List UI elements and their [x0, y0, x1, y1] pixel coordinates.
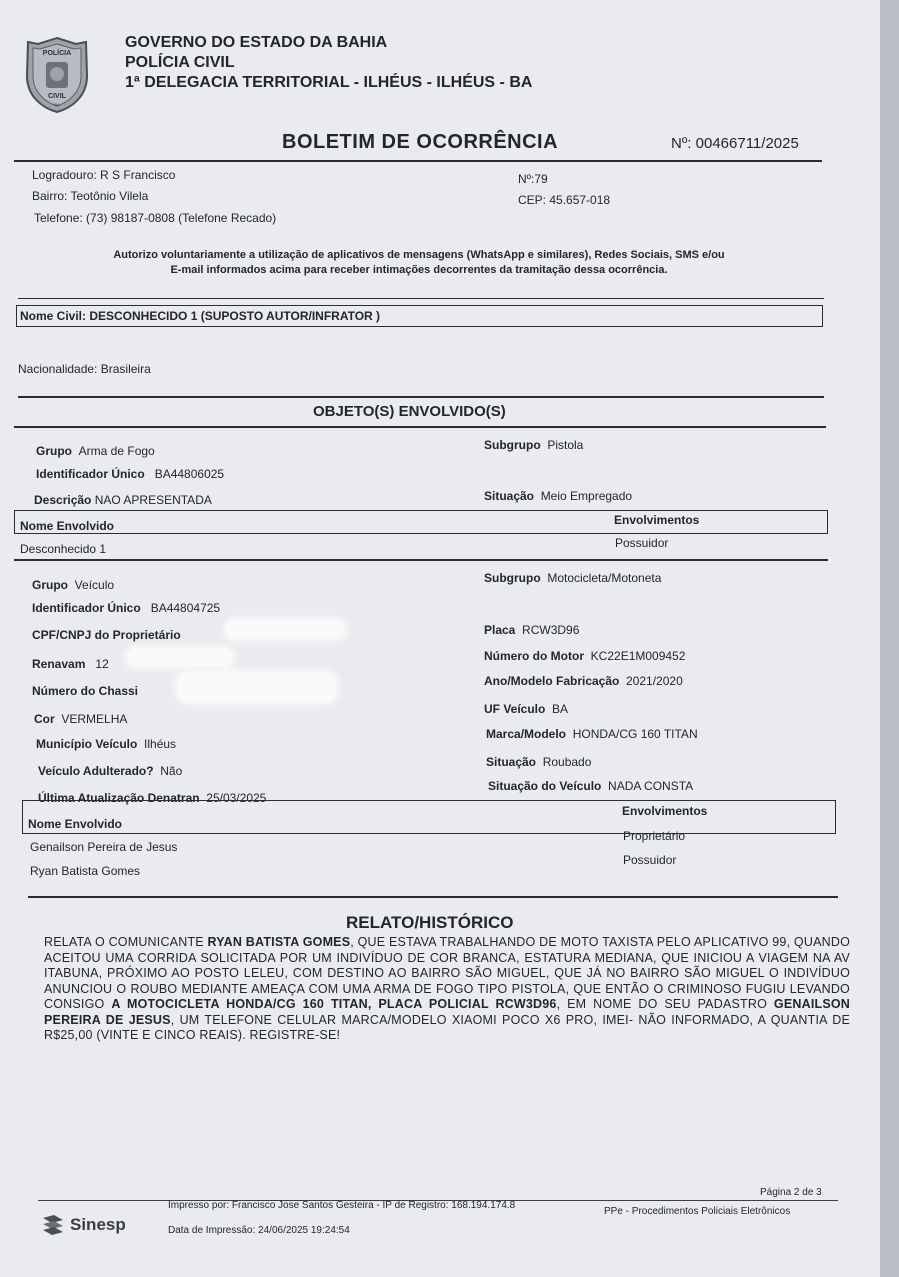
footer-pagina: Página 2 de 3 — [760, 1187, 822, 1198]
authorization-line-2: E-mail informados acima para receber intimações decorrentes da tramitação dessa ocorrência. — [170, 264, 668, 276]
telefone — [34, 211, 276, 225]
redaction — [128, 648, 232, 666]
divider — [28, 896, 838, 898]
obj1-nome: Desconhecido 1 — [20, 542, 107, 556]
numero: Nº:79 — [518, 172, 548, 186]
obj1-descricao: Descrição NAO APRESENTADA — [34, 493, 212, 507]
obj2-subgrupo: Subgrupo Motocicleta/Motoneta — [484, 571, 662, 585]
obj2-envolvimentos-label: Envolvimentos — [622, 804, 708, 818]
obj1-identificador: Identificador Único BA44806025 — [36, 467, 225, 481]
page-title: BOLETIM DE OCORRÊNCIA — [282, 131, 559, 153]
obj2-envolvimento-1: Proprietário — [623, 829, 686, 843]
obj2-motor: Número do Motor KC22E1M009452 — [484, 649, 686, 663]
divider — [18, 396, 824, 398]
divider — [14, 426, 826, 428]
obj1-nome-envolvido-label: Nome Envolvido — [20, 519, 115, 533]
obj2-envolvimento-2: Possuidor — [623, 853, 677, 867]
obj2-nome-envolvido-label: Nome Envolvido — [28, 817, 123, 831]
divider — [18, 298, 824, 299]
relato-title: RELATO/HISTÓRICO — [346, 913, 514, 932]
obj1-grupo: Grupo Arma de Fogo — [36, 444, 155, 458]
obj2-cpf: CPF/CNPJ do Proprietário — [32, 628, 181, 642]
authorization-line-1: Autorizo voluntariamente a utilização de aplicativos de mensagens (WhatsApp e similares), Redes Sociais, SMS e/ou — [113, 249, 725, 261]
background-edge — [880, 0, 899, 1277]
obj2-atualizacao: Última Atualização Denatran 25/03/2025 — [38, 791, 267, 805]
bairro: Bairro: Teotônio Vilela — [32, 189, 149, 203]
telefone-value: (73) 98187-0808 (Telefone Recado) — [86, 211, 277, 225]
obj2-marca: Marca/Modelo HONDA/CG 160 TITAN — [486, 727, 698, 741]
obj2-nome-2: Ryan Batista Gomes — [30, 864, 141, 878]
cep: CEP: 45.657-018 — [518, 193, 611, 207]
sinesp-logo-icon — [40, 1214, 66, 1236]
obj2-placa: Placa RCW3D96 — [484, 623, 580, 637]
obj2-adulterado: Veículo Adulterado? Não — [38, 764, 183, 778]
obj2-grupo: Grupo Veículo — [32, 578, 115, 592]
obj2-cor: Cor VERMELHA — [34, 712, 128, 726]
nacionalidade: Nacionalidade: Brasileira — [18, 362, 151, 376]
svg-text:CIVIL: CIVIL — [48, 93, 66, 100]
divider — [14, 160, 822, 162]
obj2-situacao: Situação Roubado — [486, 755, 592, 769]
obj1-situacao: Situação Meio Empregado — [484, 489, 633, 503]
relato-text: RELATA O COMUNICANTE RYAN BATISTA GOMES, QUE ESTAVA TRABALHANDO DE MOTO TAXISTA PELO APLICATIVO 99, QUANDO ACEITOU UMA CORRIDA SOLICITADA POR UM INDIVÍDUO DE COR BRANCA, ESTATURA MEDIANA, QUE INICIOU A VIAGEM NA AV ITABUNA, PRÓXIMO AO POSTO LELEU, COM DESTINO AO BAIRRO SÃO MIGUEL, QUE JÁ NO BAIRRO SÃO MIGUEL O INDIVÍDUO ANUNCIOU O ROUBO MEDIANTE AMEAÇA COM UMA ARMA DE FOGO TIPO PISTOLA, QUE ENTÃO O CRIMINOSO FUGIU LEVANDO CONSIGO A MOTOCICLETA HONDA/CG 160 TITAN, PLACA POLICIAL RCW3D96, EM NOME DO SEU PADASTRO GENAILSON PEREIRA DE JESUS, UM TELEFONE CELULAR MARCA/MODELO XIAOMI POCO X6 PRO, IMEI- NÃO INFORMADO, A QUANTIA DE R$25,00 (VINTE E CINCO REAIS). REGISTRE-SE! — [44, 935, 851, 1042]
sinesp-logo: Sinesp — [40, 1214, 126, 1236]
obj2-municipio: Município Veículo Ilhéus — [36, 737, 177, 751]
obj2-situacao-veiculo: Situação do Veículo NADA CONSTA — [488, 779, 694, 793]
policia-civil-badge-icon — [24, 36, 90, 114]
footer-ppe: PPe - Procedimentos Policiais Eletrônicos — [604, 1206, 791, 1217]
obj1-subgrupo: Subgrupo Pistola — [484, 438, 584, 452]
obj2-chassi: Número do Chassi — [32, 684, 139, 698]
obj2-renavam: Renavam 12 — [32, 657, 109, 671]
footer-data: Data de Impressão: 24/06/2025 19:24:54 — [168, 1225, 350, 1236]
divider — [14, 559, 828, 561]
header-delegacia: 1ª DELEGACIA TERRITORIAL - ILHÉUS - ILHÉUS - BA — [125, 74, 533, 91]
obj1-envolvimento: Possuidor — [615, 536, 669, 550]
redaction — [178, 672, 336, 702]
nome-civil: Nome Civil: DESCONHECIDO 1 (SUPOSTO AUTOR/INFRATOR ) — [20, 309, 381, 323]
obj2-identificador: Identificador Único BA44804725 — [32, 601, 221, 615]
obj2-envolvidos-header — [22, 800, 836, 834]
svg-text:BA: BA — [54, 102, 60, 107]
header-government: GOVERNO DO ESTADO DA BAHIA — [125, 34, 388, 51]
obj2-nome-1: Genailson Pereira de Jesus — [30, 840, 178, 854]
header-policia: POLÍCIA CIVIL — [125, 54, 235, 71]
footer-impresso: Impresso por: Francisco Jose Santos Gesteira - IP de Registro: 168.194.174.8 — [168, 1200, 516, 1211]
telefone-label: Telefone: — [34, 211, 83, 225]
logradouro: Logradouro: R S Francisco — [32, 168, 176, 182]
redaction — [226, 621, 344, 638]
obj1-envolvimentos-label: Envolvimentos — [614, 513, 700, 527]
obj1-envolvidos-header — [14, 510, 828, 534]
bo-number: Nº: 00466711/2025 — [671, 135, 799, 152]
obj2-ano: Ano/Modelo Fabricação 2021/2020 — [484, 674, 683, 688]
svg-text:POLÍCIA: POLÍCIA — [42, 50, 72, 57]
obj2-uf: UF Veículo BA — [484, 702, 569, 716]
objetos-title: OBJETO(S) ENVOLVIDO(S) — [313, 403, 506, 420]
